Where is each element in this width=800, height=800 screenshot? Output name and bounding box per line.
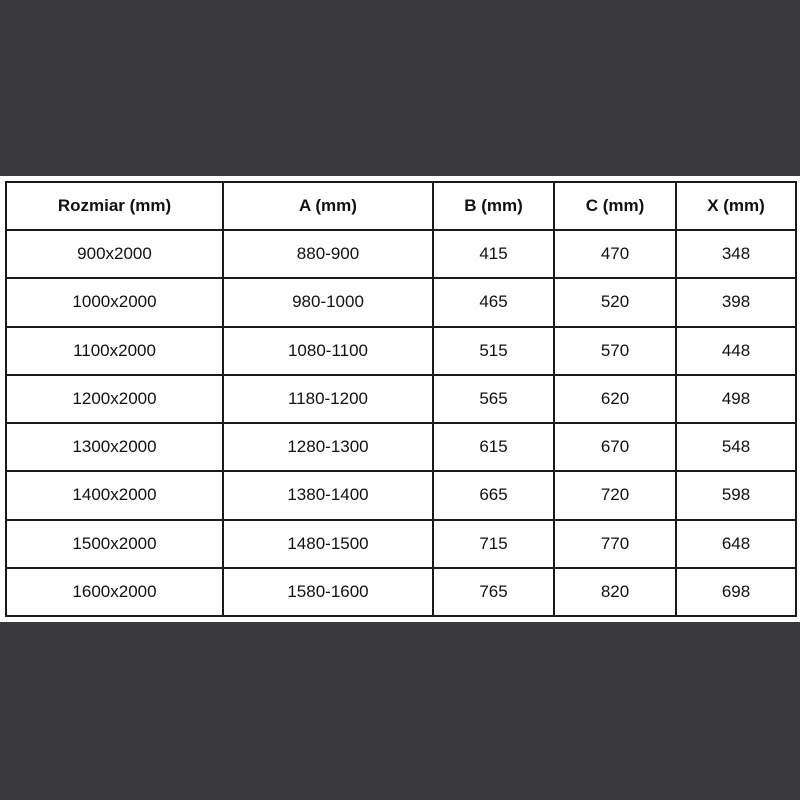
table-header-row <box>6 182 796 230</box>
table-cell: 1000x2000 <box>6 278 223 326</box>
table-cell: 1200x2000 <box>6 375 223 423</box>
table-cell: 570 <box>554 327 676 375</box>
table-cell: 470 <box>554 230 676 278</box>
table-cell: 1280-1300 <box>223 423 433 471</box>
table-cell: 1500x2000 <box>6 520 223 568</box>
column-header-a: A (mm) <box>223 182 433 230</box>
table-cell: 620 <box>554 375 676 423</box>
table-cell: 1100x2000 <box>6 327 223 375</box>
table-cell: 770 <box>554 520 676 568</box>
table-cell: 615 <box>433 423 554 471</box>
table-cell: 715 <box>433 520 554 568</box>
column-header-b: B (mm) <box>433 182 554 230</box>
table-cell: 1480-1500 <box>223 520 433 568</box>
table-cell: 1400x2000 <box>6 471 223 519</box>
table-cell: 980-1000 <box>223 278 433 326</box>
table-cell: 698 <box>676 568 796 616</box>
table-cell: 1180-1200 <box>223 375 433 423</box>
table-cell: 820 <box>554 568 676 616</box>
table-cell: 1080-1100 <box>223 327 433 375</box>
table-cell: 670 <box>554 423 676 471</box>
table-cell: 1300x2000 <box>6 423 223 471</box>
table-row <box>6 471 796 519</box>
table-cell: 548 <box>676 423 796 471</box>
table-cell: 900x2000 <box>6 230 223 278</box>
table-cell: 665 <box>433 471 554 519</box>
table-row <box>6 278 796 326</box>
table-cell: 720 <box>554 471 676 519</box>
table-row <box>6 230 796 278</box>
table-cell: 465 <box>433 278 554 326</box>
table-cell: 448 <box>676 327 796 375</box>
column-header-rozmiar: Rozmiar (mm) <box>6 182 223 230</box>
table-cell: 1580-1600 <box>223 568 433 616</box>
table-row <box>6 568 796 616</box>
table-cell: 498 <box>676 375 796 423</box>
column-header-c: C (mm) <box>554 182 676 230</box>
table-body <box>6 230 796 616</box>
size-spec-table <box>5 181 797 617</box>
table-row <box>6 423 796 471</box>
column-header-x: X (mm) <box>676 182 796 230</box>
table-cell: 1380-1400 <box>223 471 433 519</box>
table-cell: 565 <box>433 375 554 423</box>
table-cell: 1600x2000 <box>6 568 223 616</box>
table-cell: 598 <box>676 471 796 519</box>
table-row <box>6 327 796 375</box>
table-band <box>0 176 800 622</box>
table-cell: 415 <box>433 230 554 278</box>
table-cell: 880-900 <box>223 230 433 278</box>
table-row <box>6 375 796 423</box>
table-cell: 765 <box>433 568 554 616</box>
table-cell: 515 <box>433 327 554 375</box>
table-cell: 398 <box>676 278 796 326</box>
table-cell: 648 <box>676 520 796 568</box>
table-cell: 520 <box>554 278 676 326</box>
table-row <box>6 520 796 568</box>
table-cell: 348 <box>676 230 796 278</box>
